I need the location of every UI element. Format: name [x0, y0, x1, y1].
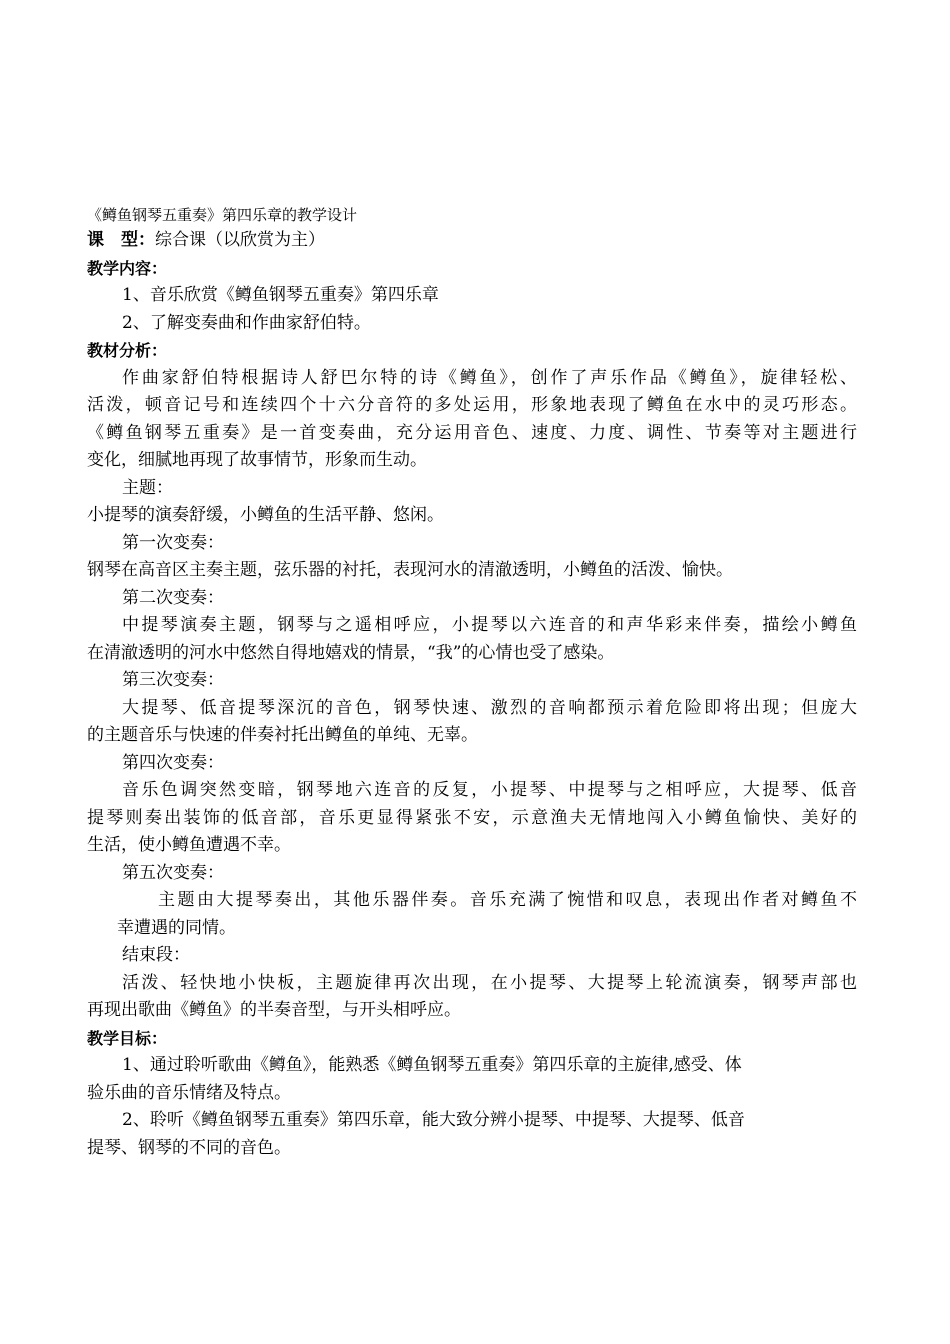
content-item: 1、音乐欣赏《鳟鱼钢琴五重奏》第四乐章 — [122, 285, 439, 305]
ending-line: 再现出歌曲《鳟鱼》的半奏音型，与开头相呼应。 — [87, 1000, 461, 1020]
theme-text: 小提琴的演奏舒缓，小鳟鱼的生活平静、悠闲。 — [87, 505, 444, 525]
analysis-line: 《鳟鱼钢琴五重奏》是一首变奏曲，充分运用音色、速度、力度、调性、节奏等对主题进行 — [87, 422, 857, 443]
content-item: 2、了解变奏曲和作曲家舒伯特。 — [122, 312, 371, 333]
variation-2-label: 第二次变奏： — [122, 587, 224, 608]
ending-line: 活泼、轻快地小快板，主题旋律再次出现，在小提琴、大提琴上轮流演奏，钢琴声部也 — [122, 972, 857, 993]
goal-2-line: 提琴、钢琴的不同的音色。 — [87, 1137, 291, 1158]
variation-4-label: 第四次变奏： — [122, 752, 224, 773]
lesson-type-row — [87, 227, 857, 255]
section-heading-content: 教学内容： — [87, 258, 168, 278]
section-heading-analysis: 教材分析： — [87, 341, 168, 360]
variation-5-line: 幸遭遇的同情。 — [117, 917, 236, 938]
document-title: 《鳟鱼钢琴五重奏》第四乐章的教学设计 — [87, 206, 358, 224]
variation-4-line: 生活，使小鳟鱼遭遇不幸。 — [87, 835, 291, 855]
goal-1-line: 1、通过聆听歌曲《鳟鱼》，能熟悉《鳟鱼钢琴五重奏》第四乐章的主旋律,感受、体 — [122, 1055, 742, 1075]
variation-1-label: 第一次变奏： — [122, 532, 224, 553]
goal-1-line: 验乐曲的音乐情绪及特点。 — [87, 1082, 291, 1103]
lesson-type-label: 课 型： — [87, 230, 155, 250]
variation-4-line: 提琴则奏出装饰的低音部，音乐更显得紧张不安，示意渔夫无情地闯入小鳟鱼愉快、美好的 — [87, 807, 857, 828]
analysis-line: 作曲家舒伯特根据诗人舒巴尔特的诗《鳟鱼》，创作了声乐作品《鳟鱼》，旋律轻松、 — [122, 367, 857, 388]
variation-4-line: 音乐色调突然变暗，钢琴地六连音的反复，小提琴、中提琴与之相呼应，大提琴、低音 — [122, 780, 857, 800]
variation-3-line: 的主题音乐与快速的伴奏衬托出鳟鱼的单纯、无辜。 — [87, 725, 478, 745]
analysis-line: 活泼，顿音记号和连续四个十六分音符的多处运用，形象地表现了鳟鱼在水中的灵巧形态。 — [87, 395, 857, 415]
section-heading-goals: 教学目标： — [87, 1028, 168, 1048]
variation-3-line: 大提琴、低音提琴深沉的音色，钢琴快速、激烈的音响都预示着危险即将出现；但庞大 — [122, 697, 857, 718]
variation-2-line: 在清澈透明的河水中悠然自得地嬉戏的情景，“我”的心情也受了感染。 — [87, 642, 615, 663]
goal-2-line: 2、聆听《鳟鱼钢琴五重奏》第四乐章，能大致分辨小提琴、中提琴、大提琴、低音 — [122, 1110, 745, 1130]
document-page — [87, 203, 857, 1162]
lesson-type-value: 综合课（以欣赏为主） — [155, 230, 325, 250]
analysis-line: 变化，细腻地再现了故事情节，形象而生动。 — [87, 450, 427, 470]
theme-label: 主题： — [122, 477, 173, 498]
variation-5-line: 主题由大提琴奏出，其他乐器伴奏。音乐充满了惋惜和叹息，表现出作者对鳟鱼不 — [158, 890, 857, 910]
variation-1-text: 钢琴在高音区主奏主题，弦乐器的衬托，表现河水的清澈透明，小鳟鱼的活泼、愉快。 — [87, 560, 733, 580]
ending-label: 结束段： — [122, 945, 190, 965]
variation-3-label: 第三次变奏： — [122, 670, 224, 690]
variation-2-line: 中提琴演奏主题，钢琴与之遥相呼应，小提琴以六连音的和声华彩来伴奏，描绘小鳟鱼 — [122, 615, 857, 635]
variation-5-label: 第五次变奏： — [122, 862, 224, 883]
